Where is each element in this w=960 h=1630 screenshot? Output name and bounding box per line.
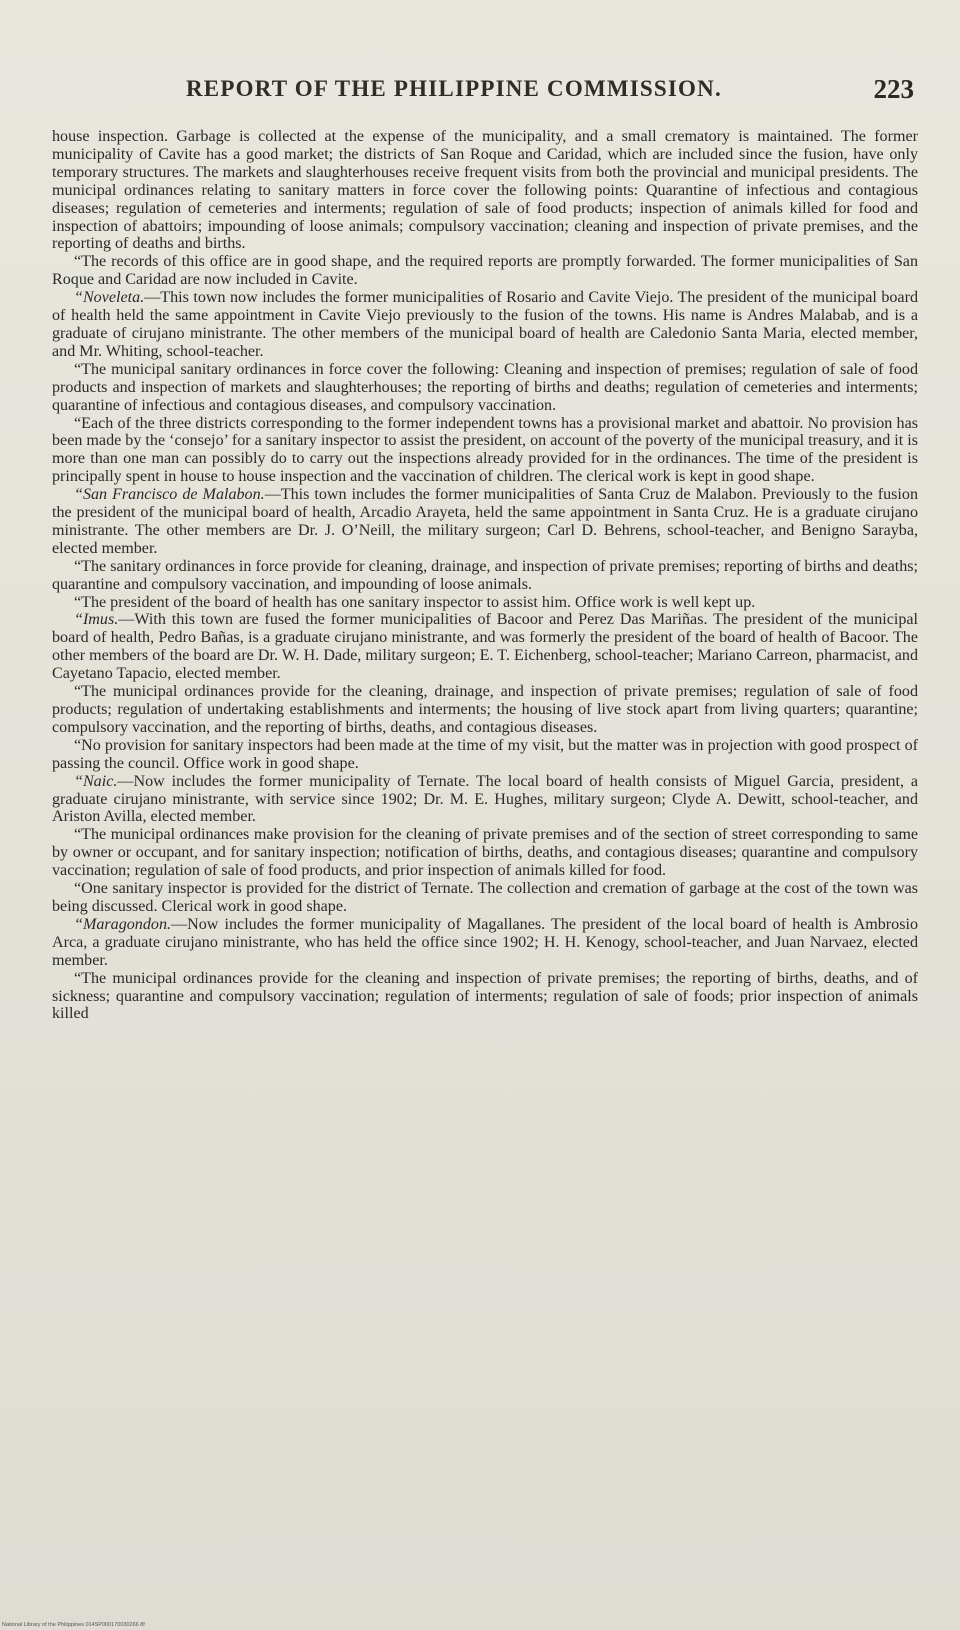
place-name: “Naic. — [74, 772, 118, 790]
body-text — [52, 128, 918, 1023]
paragraph: “Maragondon.—Now includes the former municipality of Magallanes. The president of the local board of health is Ambrosio Arca, a graduate cirujano ministrante, who has held the office since 1902; H. H. Kenogy, school-teacher, and Juan Narvaez, elected member. — [52, 915, 918, 969]
library-footer: National Library of the Philippines 014SP000170030266 8f — [2, 1622, 145, 1628]
page-number: 223 — [873, 74, 914, 104]
place-name: “Maragondon. — [74, 915, 172, 933]
paragraph: “The municipal ordinances provide for the cleaning and inspection of private premises; the reporting of births, deaths, and of sickness; quarantine and compulsory vaccination; regulation of interments; regulation of sale of foods; prior inspection of animals killed — [52, 969, 918, 1023]
paragraph: “Imus.—With this town are fused the former municipalities of Bacoor and Perez Das Mariñas. The president of the municipal board of health, Pedro Bañas, is a graduate cirujano ministrante, and was formerly the president of the board of health of Bacoor. The other members of the board are Dr. W. H. Dade, military surgeon; E. T. Eichenberg, school-teacher; Mariano Carreon, pharmacist, and Cayetano Tapacio, elected member. — [52, 611, 918, 683]
paragraph: “The municipal ordinances provide for the cleaning, drainage, and inspection of private premises; regulation of sale of food products; regulation of undertaking establishments and interments; the housing of live stock apart from living quarters; quarantine; compulsory vaccination, and the reporting of births, deaths, and contagious diseases. — [52, 683, 918, 736]
paragraph: “Noveleta.—This town now includes the former municipalities of Rosario and Cavite Viejo. The president of the municipal board of health held the same appointment in Cavite Viejo previously to the fusion of the towns. His name is Andres Malabab, and is a graduate of cirujano ministrante. The other members of the municipal board of health are Caledonio Santa Maria, elected member, and Mr. Whiting, school-teacher. — [52, 289, 918, 360]
paragraph: “One sanitary inspector is provided for the district of Ternate. The collection and cremation of garbage at the cost of the town was being discussed. Clerical work in good shape. — [52, 880, 918, 915]
place-name: “Imus. — [74, 611, 119, 629]
paragraph: “The president of the board of health has one sanitary inspector to assist him. Office work is well kept up. — [74, 593, 756, 611]
page-header — [58, 74, 922, 114]
paragraph: “The municipal sanitary ordinances in force cover the following: Cleaning and inspection of premises; regulation of sale of food products and inspection of markets and slaughterhouses; the reporting of births and deaths; regulation of cemeteries and interments; quarantine of infectious and contagious diseases, and compulsory vaccination. — [52, 360, 918, 414]
paragraph: house inspection. Garbage is collected at the expense of the municipality, and a small crematory is maintained. The former municipality of Cavite has a good market; the districts of San Roque and Caridad, which are included since the fusion, have only temporary structures. The markets and slaughterhouses receive frequent visits from both the provincial and municipal presidents. The municipal ordinances relating to sanitary matters in force cover the following points: Quarantine of infectious and contagious diseases; regulation of cemeteries and interments; regulation of sale of food products; inspection of animals killed for food and inspection of abattoirs; impounding of loose animals; compulsory vaccination; cleaning and inspection of private premises, and the reporting of deaths and births. — [52, 128, 918, 253]
paragraph: “No provision for sanitary inspectors had been made at the time of my visit, but the matter was in projection with good prospect of passing the council. Office work in good shape. — [52, 736, 918, 772]
paragraph: “The sanitary ordinances in force provide for cleaning, drainage, and inspection of private premises; reporting of births and deaths; quarantine and compulsory vaccination, and impounding of loose animals. — [52, 557, 918, 593]
paragraph: “San Francisco de Malabon.—This town includes the former municipalities of Santa Cruz de Malabon. Previously to the fusion the president of the municipal board of health, Arcadio Arayeta, held the same appointment in Santa Cruz. He is a graduate cirujano ministrante. The other members are Dr. J. O’Neill, the military surgeon; Carl D. Behrens, school-teacher, and Benigno Sarayba, elected member. — [52, 486, 919, 557]
paragraph: “Each of the three districts corresponding to the former independent towns has a provisional market and abattoir. No provision has been made by the ‘consejo’ for a sanitary inspector to assist the president, on account of the poverty of the municipal treasury, and it is more than one man can possibly do to carry out the inspections already provided for in the ordinances. The time of the president is principally spent in house to house inspection and the vaccination of children. The clerical work is kept in good shape. — [52, 414, 918, 486]
place-name: “San Francisco de Malabon. — [74, 486, 265, 504]
running-title: REPORT OF THE PHILIPPINE COMMISSION. — [186, 76, 722, 101]
place-name: “Noveleta. — [74, 289, 145, 307]
paragraph: “Naic.—Now includes the former municipality of Ternate. The local board of health consists of Miguel Garcia, president, a graduate cirujano ministrante, with service since 1902; Dr. M. E. Hughes, military surgeon; Clyde A. Dewitt, school-teacher, and Ariston Avilla, elected member. — [52, 772, 918, 826]
paragraph: “The municipal ordinances make provision for the cleaning of private premises and of the section of street corresponding to same by owner or occupant, and for sanitary inspection; notification of births, deaths, and contagious diseases; quarantine and compulsory vaccination; regulation of sale of food products, and prior inspection of animals killed for food. — [52, 826, 918, 880]
paragraph: “The records of this office are in good shape, and the required reports are promptly forwarded. The former municipalities of San Roque and Caridad are now included in Cavite. — [52, 253, 918, 289]
